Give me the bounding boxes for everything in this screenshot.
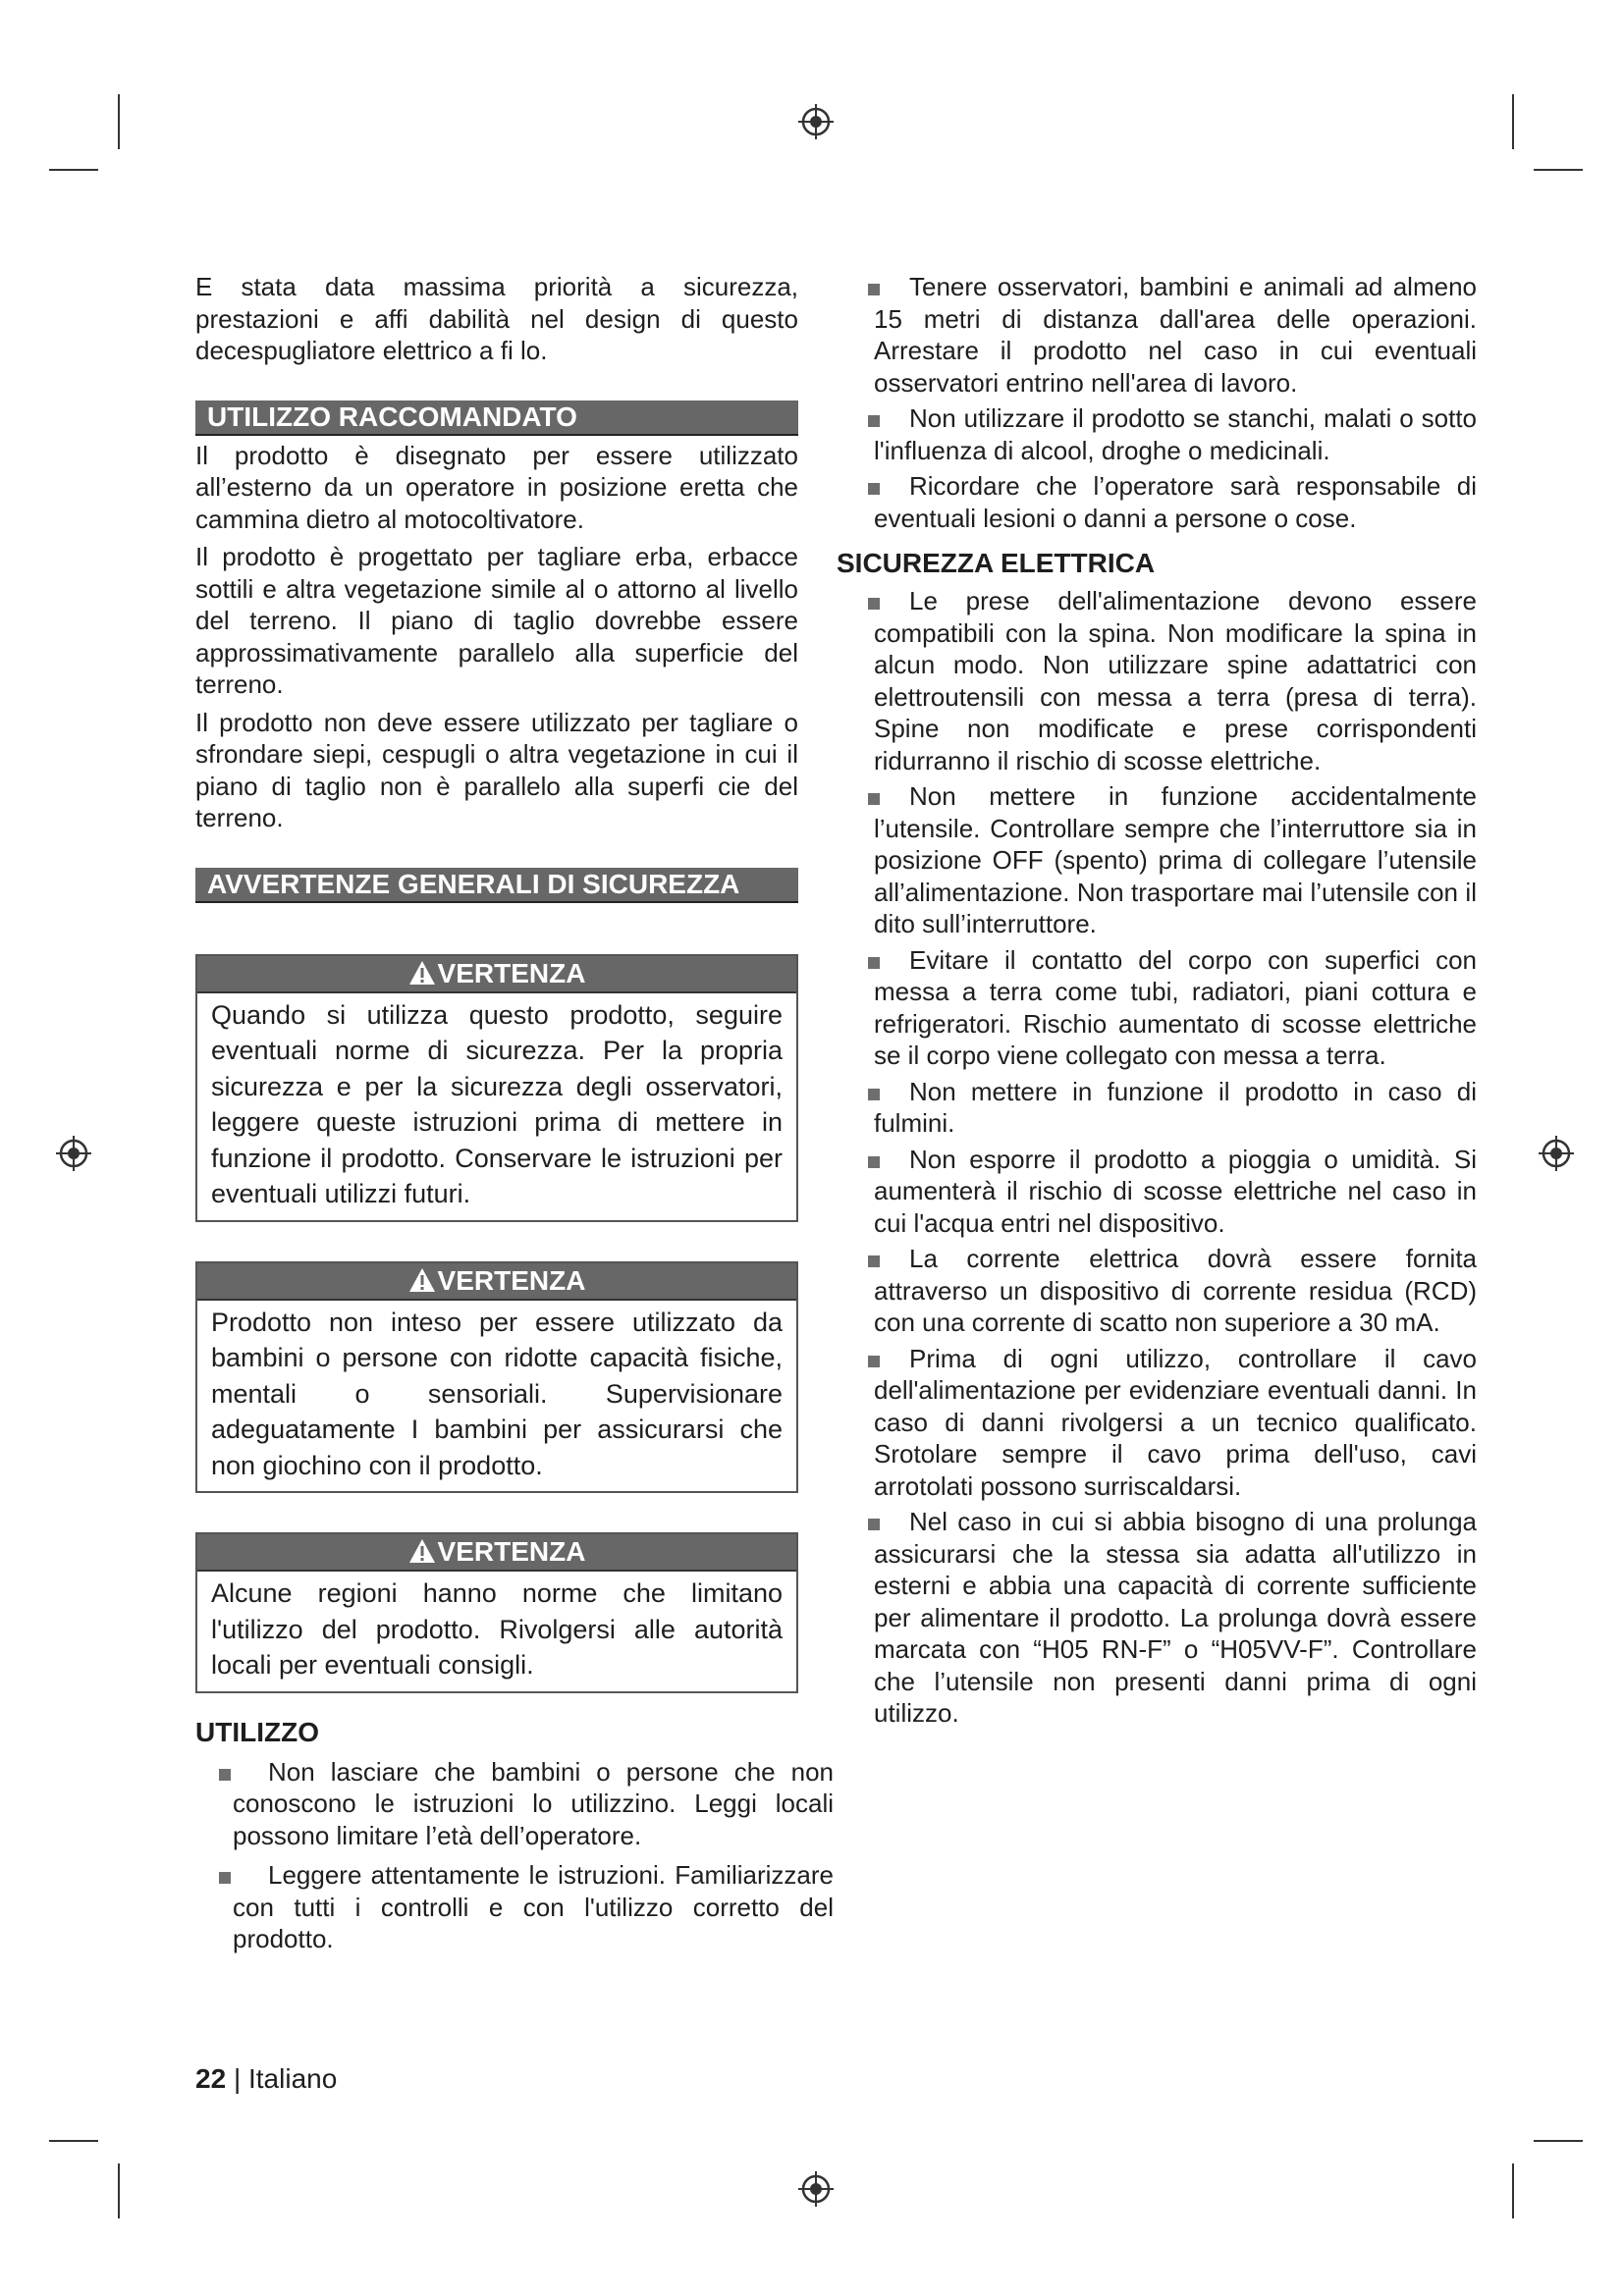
intro-paragraph: E stata data massima priorità a sicurezza, prestazioni e affi dabilità nel design di questo decespugliatore elettrico a fi lo.: [195, 272, 798, 365]
warning-text: Prodotto non inteso per essere utilizzato da bambini o persone con ridotte capacità fisiche, mentali o sensoriali. Supervisionare adeguatamente I bambini per assicurarsi che non giochino con il prodotto.: [211, 1307, 783, 1480]
footer-separator: |: [233, 2063, 242, 2094]
bullet-icon: [868, 415, 880, 427]
list-item-text: Non mettere in funzione accidentalmente l’utensile. Controllare sempre che l’interruttore sia in posizione OFF (spento) prima di collegare l’utensile all’alimentazione. Non trasportare mai l’utensile con il dito sull’interruttore.: [874, 781, 1477, 938]
section-title-recommended-use: UTILIZZO RACCOMANDATO: [195, 400, 798, 436]
bullet-icon: [868, 483, 880, 495]
recommended-use-paragraph: Il prodotto non deve essere utilizzato per tagliare o sfrondare siepi, cespugli o altra vegetazione in cui il piano di taglio non è parallelo alla superfi cie del terreno.: [195, 707, 798, 832]
list-item: [837, 1506, 1477, 1730]
warning-title: VERTENZA: [437, 957, 586, 988]
list-item: [837, 1076, 1477, 1140]
footer-language: Italiano: [248, 2063, 338, 2094]
warning-header: [197, 1263, 796, 1301]
warning-triangle-icon: [408, 1538, 436, 1564]
list-item: [195, 1859, 834, 1955]
list-item: [837, 1343, 1477, 1503]
recommended-use-paragraph: Il prodotto è progettato per tagliare erba, erbacce sottili e altra vegetazione simile al o attorno al livello del terreno. Il piano di taglio dovrebbe essere approssimativamente parallelo alla superficie del terreno.: [195, 542, 798, 699]
bullet-icon: [868, 1356, 880, 1367]
warning-box: [195, 954, 798, 1222]
list-item-text: Nel caso in cui si abbia bisogno di una prolunga assicurarsi che la stessa sia adatta all'utilizzo in esterni e abbia una capacità di corrente sufficiente per alimentare il prodotto. La prolunga dovrà essere marcata con “H05 RN-F” o “H05VV-F”. Controllare che l’utensile non presenti danni prima di ogni utilizzo.: [874, 1507, 1477, 1728]
warning-title: VERTENZA: [437, 1536, 586, 1567]
list-item: [837, 944, 1477, 1072]
list-item: [837, 1243, 1477, 1339]
warning-header: [197, 1534, 796, 1572]
bullet-icon: [868, 1255, 880, 1267]
bullet-icon: [868, 1089, 880, 1100]
bullet-icon: [868, 957, 880, 969]
bullet-icon: [219, 1769, 231, 1781]
warning-text: Quando si utilizza questo prodotto, seguire eventuali norme di sicurezza. Per la propria sicurezza e per la sicurezza degli osservatori, leggere queste istruzioni prima di mettere in funzione il prodotto. Conservare le istruzioni per eventuali utilizzi futuri.: [211, 999, 783, 1208]
crop-mark: [1512, 2163, 1514, 2218]
crop-mark: [49, 2140, 98, 2142]
list-item: [837, 470, 1477, 534]
list-item-text: Le prese dell'alimentazione devono essere compatibili con la spina. Non modificare la spina in alcun modo. Non utilizzare spine adattatrici con elettroutensili con messa a terra (presa di terra). Spine non modificate e prese corrispondenti ridurranno il rischio di scosse elettriche.: [874, 586, 1477, 775]
crop-mark: [1534, 2140, 1583, 2142]
warning-title: VERTENZA: [437, 1264, 586, 1296]
page-footer: [195, 2061, 337, 2097]
list-item: [837, 1144, 1477, 1240]
list-item-text: Non utilizzare il prodotto se stanchi, malati o sotto l'influenza di alcool, droghe o medicinali.: [874, 403, 1477, 465]
bullet-icon: [868, 284, 880, 295]
page-number: 22: [195, 2063, 227, 2094]
warning-box: [195, 1261, 798, 1494]
bullet-icon: [868, 793, 880, 805]
list-item-text: Non mettere in funzione il prodotto in caso di fulmini.: [874, 1076, 1477, 1138]
registration-mark-icon: [1537, 1134, 1576, 1173]
list-item: [837, 271, 1477, 399]
right-column: [837, 271, 1477, 1730]
list-item-text: La corrente elettrica dovrà essere fornita attraverso un dispositivo di corrente residua (RCD) con una corrente di scatto non superiore a 30 mA.: [874, 1244, 1477, 1337]
list-item-text: Evitare il contatto del corpo con superfici con messa a terra come tubi, radiatori, piani cottura e refrigeratori. Rischio aumentato di scosse elettriche se il corpo viene collegato con messa a terra.: [874, 944, 1477, 1070]
recommended-use-paragraph: Il prodotto è disegnato per essere utilizzato all’esterno da un operatore in posizione eretta che cammina dietro al motocoltivatore.: [195, 440, 798, 534]
list-item: [837, 402, 1477, 466]
list-item: [195, 1756, 834, 1852]
warning-triangle-icon: [408, 1267, 436, 1293]
bullet-icon: [219, 1872, 231, 1884]
list-item-text: Leggere attentamente le istruzioni. Familiarizzare con tutti i controlli e con l'utilizzo corretto del prodotto.: [233, 1860, 834, 1953]
list-item-text: Ricordare che l’operatore sarà responsabile di eventuali lesioni o danni a persone o cose.: [874, 471, 1477, 533]
warning-text: Alcune regioni hanno norme che limitano l'utilizzo del prodotto. Rivolgersi alle autorità locali per eventuali consigli.: [211, 1578, 783, 1680]
list-item-text: Prima di ogni utilizzo, controllare il cavo dell'alimentazione per evidenziare eventuali danni. In caso di danni rivolgersi a un tecnico qualificato. Srotolare sempre il cavo prima dell'uso, cavi arrotolati possono surriscaldarsi.: [874, 1343, 1477, 1501]
list-item-text: Non esporre il prodotto a pioggia o umidità. Si aumenterà il rischio di scosse elettriche nel caso in cui l'acqua entri nel dispositivo.: [874, 1144, 1477, 1238]
registration-mark-icon: [796, 102, 836, 141]
list-item-text: Tenere osservatori, bambini e animali ad almeno 15 metri di distanza dall'area delle operazioni. Arrestare il prodotto nel caso in cui eventuali osservatori entrino nell'area di lavoro.: [874, 272, 1477, 398]
warning-triangle-icon: [408, 960, 436, 986]
left-column: [195, 271, 834, 1955]
bullet-icon: [868, 1519, 880, 1530]
crop-mark: [49, 169, 98, 171]
section-title-general-safety: AVVERTENZE GENERALI DI SICUREZZA: [195, 868, 798, 903]
warning-box: [195, 1532, 798, 1693]
crop-mark: [1534, 169, 1583, 171]
list-item-text: Non lasciare che bambini o persone che non conoscono le istruzioni lo utilizzino. Leggi locali possono limitare l’età dell’operatore.: [233, 1756, 834, 1850]
list-item: [837, 585, 1477, 776]
bullet-icon: [868, 598, 880, 610]
crop-mark: [118, 2163, 120, 2218]
registration-mark-icon: [54, 1134, 93, 1173]
list-item: [837, 780, 1477, 940]
section-title-electrical-safety: SICUREZZA ELETTRICA: [837, 548, 1156, 578]
registration-mark-icon: [796, 2169, 836, 2209]
crop-mark: [118, 94, 120, 149]
bullet-icon: [868, 1156, 880, 1168]
section-title-usage: UTILIZZO: [195, 1716, 319, 1747]
crop-mark: [1512, 94, 1514, 149]
warning-header: [197, 956, 796, 993]
